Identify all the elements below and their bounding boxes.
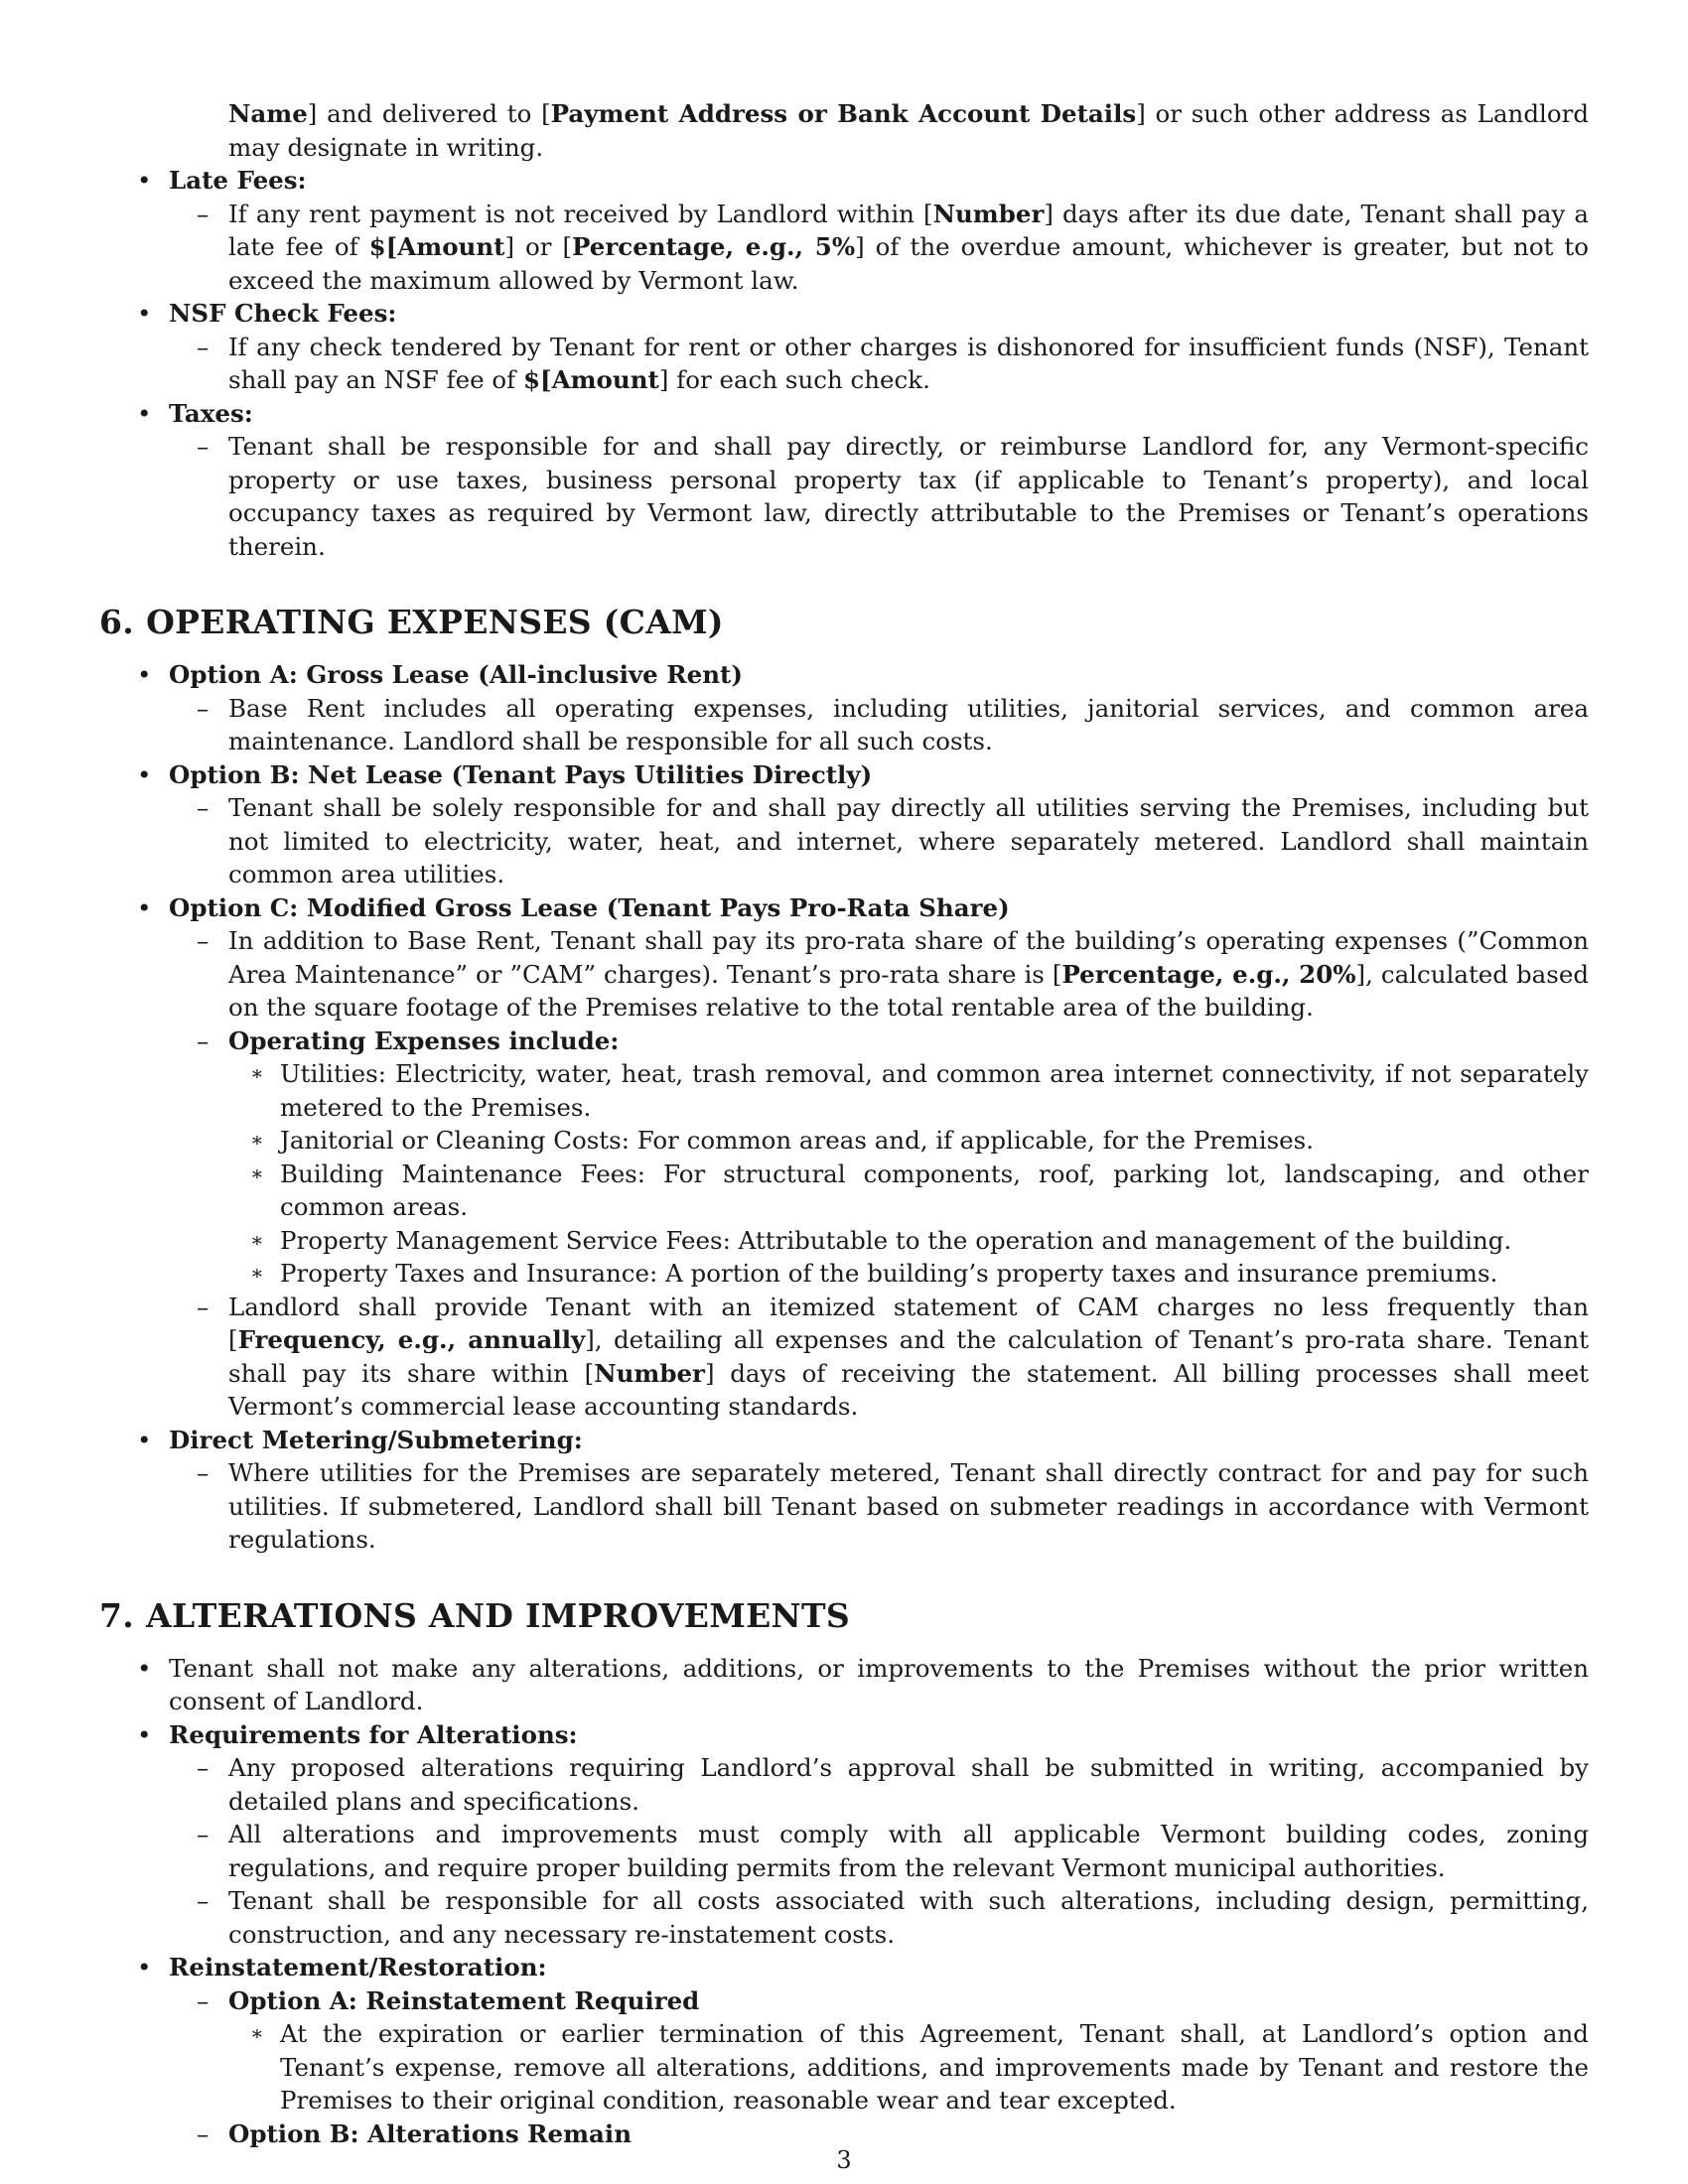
bullet-marker: •: [137, 1719, 152, 1749]
list-item: – All alterations and improvements must comply with all applicable Vermont building codes, zoning regulations, and require proper building permits from the relevant Vermont municipal authorities.: [197, 1820, 1589, 1882]
reinstatement-item: • Reinstatement/Restoration:: [99, 1951, 1589, 1984]
consent-item: • Tenant shall not make any alterations, additions, or improvements to the Premises without the prior written consent of Landlord.: [137, 1653, 1589, 1715]
star-marker: ∗: [250, 1227, 264, 1252]
dash-marker: –: [197, 199, 210, 228]
option-b-text: – Tenant shall be solely responsible for and shall pay directly all utilities serving the Premises, including but not limited to electricity, water, heat, and internet, where separately metered. Landlord shall maintain common area utilities.: [197, 793, 1589, 888]
taxes-item: • Taxes:: [99, 397, 1589, 431]
section-6-heading: 6. OPERATING EXPENSES (CAM): [99, 603, 724, 641]
star-marker: ∗: [250, 1061, 264, 1085]
page-number: 3: [836, 2146, 852, 2174]
option-c-text: – In addition to Base Rent, Tenant shall pay its pro-rata share of the building’s operating expenses (”Common Area Maintenance” or ”CAM” charges). Tenant’s pro-rata share is [Percentage, e.g., 20%], calculated based on the square footage of the Premises relative to the total rentable area of the building.: [197, 926, 1589, 1022]
operating-expenses-heading: – Operating Expenses include:: [99, 1024, 1589, 1058]
star-marker: ∗: [250, 1160, 264, 1185]
list-item: ∗ Janitorial or Cleaning Costs: For common areas and, if applicable, for the Premises.: [99, 1124, 1589, 1158]
late-fees-text: – If any rent payment is not received by Landlord within [Number] days after its due date, Tenant shall pay a late fee of $[Amount] or [Percentage, e.g., 5%] of the overdue amount, whichever is greater, but not to exceed the maximum allowed by Vermont law.: [197, 199, 1589, 295]
dash-marker: –: [197, 332, 210, 361]
bullet-marker: •: [137, 892, 152, 922]
nsf-fees-item: • NSF Check Fees:: [99, 297, 1589, 331]
requirements-item: • Requirements for Alterations:: [99, 1718, 1589, 1752]
bullet-marker: •: [137, 166, 152, 195]
bullet-marker: •: [137, 660, 152, 689]
dash-marker: –: [197, 1458, 210, 1487]
star-marker: ∗: [250, 1128, 264, 1152]
dash-marker: –: [197, 432, 210, 461]
star-marker: ∗: [250, 1261, 264, 1285]
dash-marker: –: [197, 926, 210, 955]
nsf-fees-text: – If any check tendered by Tenant for rent or other charges is dishonored for insufficient funds (NSF), Tenant shall pay an NSF fee of $[Amount] for each such check.: [197, 332, 1589, 394]
reinstatement-option-a: – Option A: Reinstatement Required: [99, 1984, 1589, 2018]
bullet-marker: •: [137, 1653, 152, 1683]
dash-marker: –: [197, 1753, 210, 1782]
dash-marker: –: [197, 2118, 210, 2148]
list-item: – Tenant shall be responsible for all costs associated with such alterations, including design, permitting, construction, and any necessary re-instatement costs.: [197, 1886, 1589, 1949]
payment-address-continuation: Name] and delivered to [Payment Address or Bank Account Details] or such other address as Landlord may designate in writing.: [228, 99, 1590, 162]
metering-item: • Direct Metering/Submetering:: [99, 1424, 1589, 1457]
dash-marker: –: [197, 1886, 210, 1915]
bullet-marker: •: [137, 398, 152, 428]
section-7-heading: 7. ALTERATIONS AND IMPROVEMENTS: [99, 1595, 850, 1635]
dash-marker: –: [197, 1292, 210, 1321]
star-marker: ∗: [250, 2021, 264, 2045]
dash-marker: –: [197, 693, 210, 723]
list-item: ∗ Property Taxes and Insurance: A portion of the building’s property taxes and insurance premiums.: [99, 1257, 1589, 1291]
dash-marker: –: [197, 793, 210, 822]
option-b-item: • Option B: Net Lease (Tenant Pays Utilities Directly): [99, 758, 1589, 792]
bullet-marker: •: [137, 759, 152, 789]
option-c-item: • Option C: Modified Gross Lease (Tenant Pays Pro-Rata Share): [99, 891, 1589, 925]
option-a-text: – Base Rent includes all operating expenses, including utilities, janitorial services, and common area maintenance. Landlord shall be responsible for all such costs.: [197, 693, 1589, 755]
metering-text: – Where utilities for the Premises are separately metered, Tenant shall directly contract for and pay for such utilities. If submetered, Landlord shall bill Tenant based on submeter readings in accordance with Vermont regulations.: [197, 1458, 1589, 1554]
list-item: ∗ Utilities: Electricity, water, heat, trash removal, and common area internet connectivity, if not separately metered to the Premises.: [250, 1059, 1589, 1122]
dash-marker: –: [197, 1985, 210, 2015]
taxes-text: – Tenant shall be responsible for and shall pay directly, or reimburse Landlord for, any Vermont-specific property or use taxes, business personal property tax (if applicable to Tenant’s property), and local occupancy taxes as required by Vermont law, directly attributable to the Premises or Tenant’s operations therein.: [197, 432, 1589, 561]
list-item: ∗ Property Management Service Fees: Attributable to the operation and management of the building.: [99, 1224, 1589, 1258]
option-a-item: • Option A: Gross Lease (All-inclusive Rent): [99, 658, 1589, 692]
cam-statement-text: – Landlord shall provide Tenant with an itemized statement of CAM charges no less frequently than [Frequency, e.g., annually], detailing all expenses and the calculation of Tenant’s pro-rata share. Tenant shall pay its share within [Number] days of receiving the statement. All billing processes shall meet Vermont’s commercial lease accounting standards.: [197, 1292, 1590, 1421]
reinstatement-option-a-text: ∗ At the expiration or earlier termination of this Agreement, Tenant shall, at Landlord’s option and Tenant’s expense, remove all alterations, additions, and improvements made by Tenant and restore the Premises to their original condition, reasonable wear and tear excepted.: [250, 2019, 1589, 2115]
list-item: – Any proposed alterations requiring Landlord’s approval shall be submitted in writing, accompanied by detailed plans and specifications.: [197, 1753, 1589, 1816]
bullet-marker: •: [137, 1425, 152, 1454]
bullet-marker: •: [137, 1953, 152, 1981]
dash-marker: –: [197, 1025, 210, 1055]
bullet-marker: •: [137, 299, 152, 328]
document-page: [99, 97, 1589, 2150]
late-fees-item: • Late Fees:: [99, 164, 1589, 198]
dash-marker: –: [197, 1820, 210, 1848]
reinstatement-option-b: – Option B: Alterations Remain: [99, 2117, 1589, 2151]
list-item: ∗ Building Maintenance Fees: For structural components, roof, parking lot, landscaping, and other common areas.: [250, 1159, 1589, 1221]
